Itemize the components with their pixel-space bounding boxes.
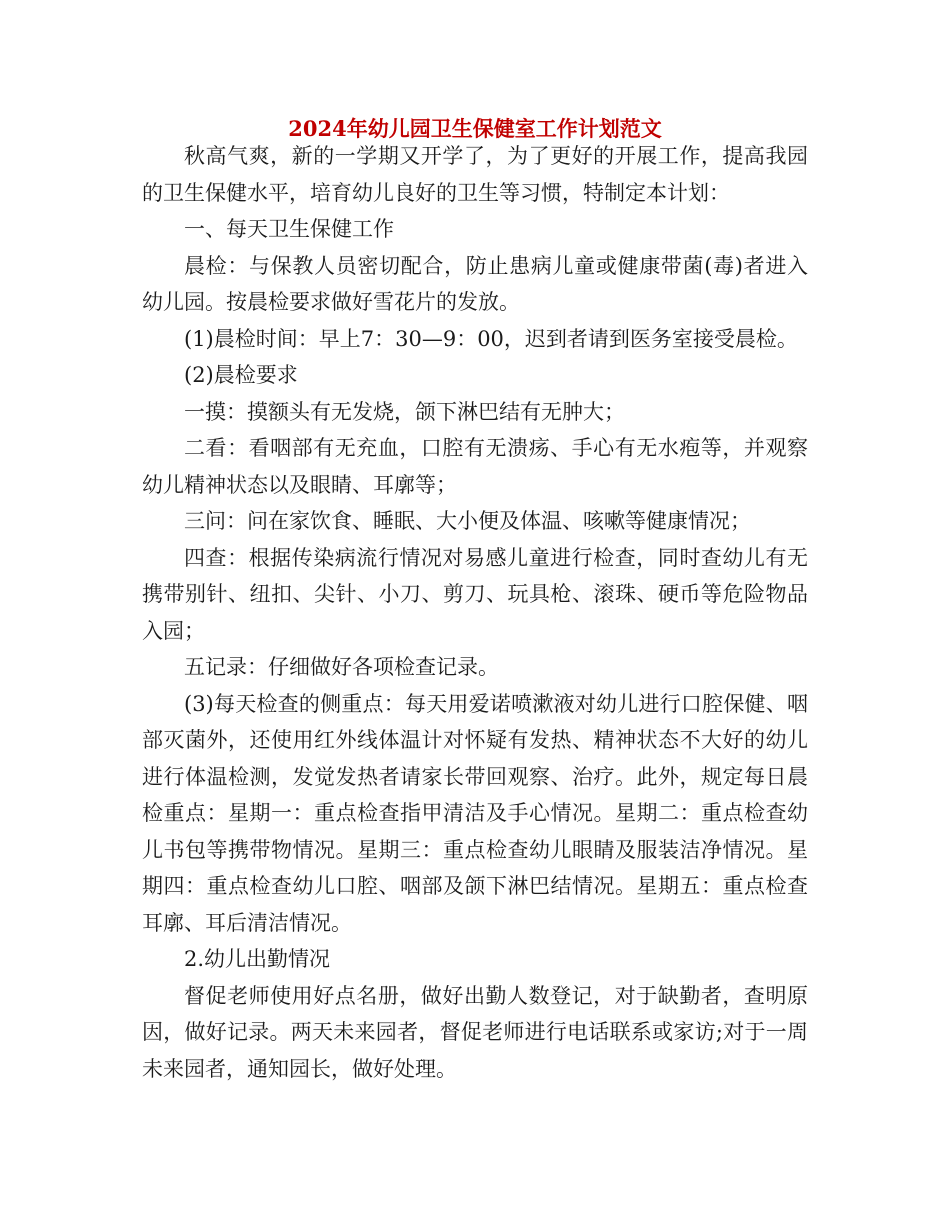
- paragraph-check-requirements: (2)晨检要求: [184, 363, 298, 387]
- paragraph-morning-check: 晨检：与保教人员密切配合，防止患病儿童或健康带菌(毒)者进入幼儿园。按晨检要求做好雪花片的发放。: [142, 253, 808, 314]
- paragraph-record: 五记录：仔细做好各项检查记录。: [184, 655, 499, 679]
- section-heading-attendance: 2.幼儿出勤情况: [184, 947, 331, 971]
- paragraph-daily-focus: (3)每天检查的侧重点：每天用爱诺喷漱液对幼儿进行口腔保健、咽部灭菌外，还使用红外线体温计对怀疑有发热、精神状态不大好的幼儿进行体温检测，发觉发热者请家长带回观察、治疗。此外，规定每日晨检重点：星期一：重点检查指甲清洁及手心情况。星期二：重点检查幼儿书包等携带物情况。星期三：重点检查幼儿眼睛及服装洁净情况。星期四：重点检查幼儿口腔、咽部及颌下淋巴结情况。星期五：重点检查耳廓、耳后清洁情况。: [142, 691, 808, 935]
- paragraph-ask: 三问：问在家饮食、睡眠、大小便及体温、咳嗽等健康情况；: [184, 509, 751, 533]
- section-heading-daily-health: 一、每天卫生保健工作: [184, 217, 394, 241]
- paragraph-look: 二看：看咽部有无充血，口腔有无溃疡、手心有无水疱等，并观察幼儿精神状态以及眼睛、耳廓等；: [142, 436, 808, 497]
- document-title: 2024年幼儿园卫生保健室工作计划范文: [288, 116, 662, 141]
- paragraph-check-time: (1)晨检时间：早上7：30—9：00，迟到者请到医务室接受晨检。: [184, 326, 798, 351]
- paragraph-attendance: 督促老师使用好点名册，做好出勤人数登记，对于缺勤者，查明原因，做好记录。两天未来园者，督促老师进行电话联系或家访;对于一周未来园者，通知园长，做好处理。: [142, 983, 808, 1081]
- document-body: [142, 138, 808, 1087]
- paragraph-inspect: 四查：根据传染病流行情况对易感儿童进行检查，同时查幼儿有无携带别针、纽扣、尖针、小刀、剪刀、玩具枪、滚珠、硬币等危险物品入园；: [142, 545, 808, 643]
- paragraph-touch: 一摸：摸额头有无发烧，颌下淋巴结有无肿大；: [184, 399, 625, 424]
- paragraph-intro: 秋高气爽，新的一学期又开学了，为了更好的开展工作，提高我园的卫生保健水平，培育幼儿良好的卫生等习惯，特制定本计划：: [142, 144, 808, 205]
